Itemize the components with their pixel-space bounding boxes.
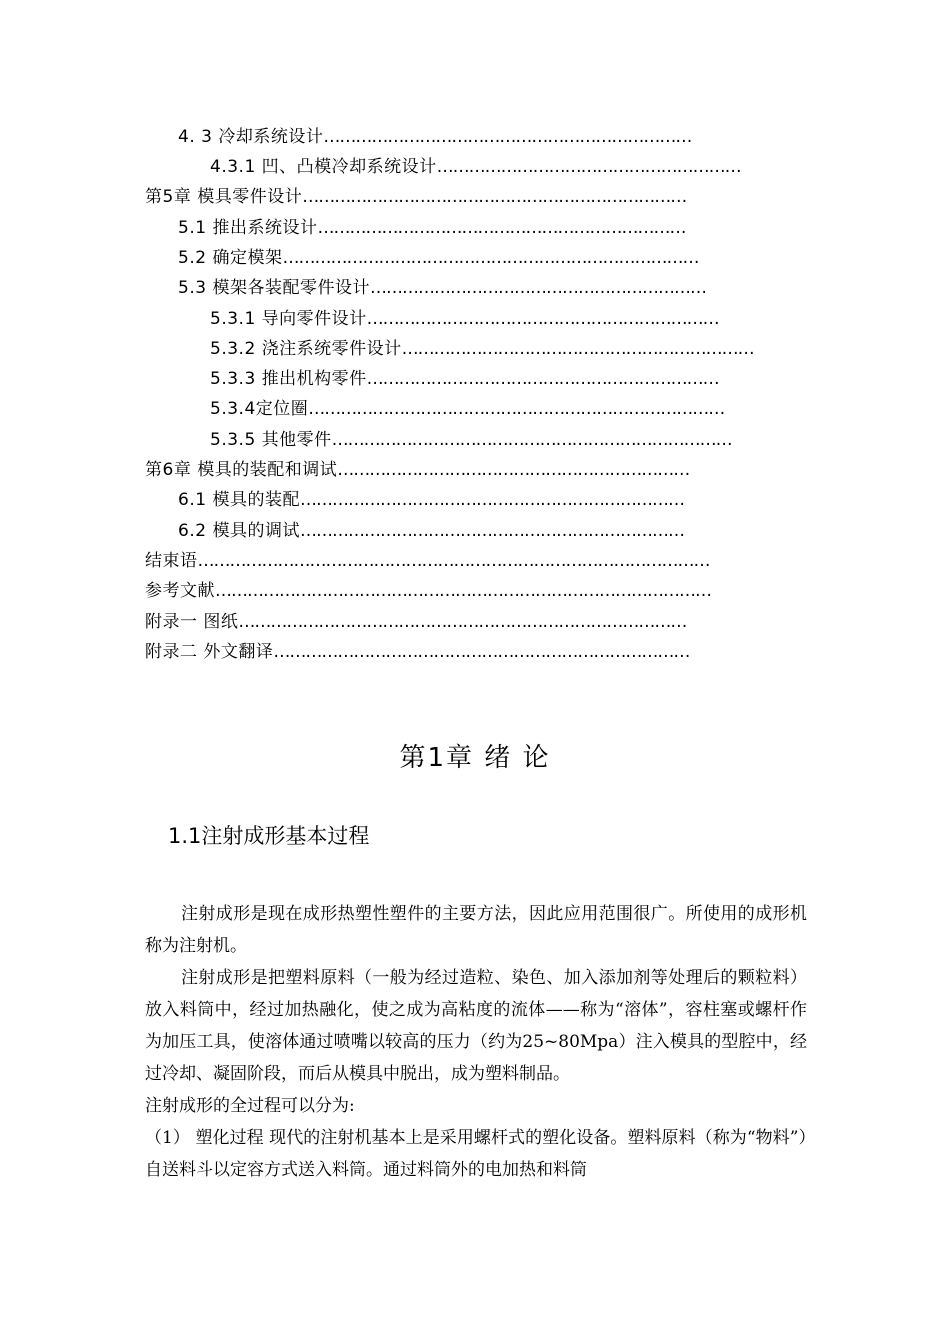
toc-entry: [178, 243, 790, 273]
toc-entry-label: 4. 3 冷却系统设计: [178, 127, 324, 147]
toc-entry: [210, 425, 806, 455]
toc-entry-label: 5.3.3 推出机构零件: [210, 369, 367, 389]
toc-leader-dots: …………………………………………………………: [366, 309, 719, 329]
toc-entry: [178, 516, 790, 546]
toc-leader-dots: ……………………………………………………………………………………: [197, 551, 710, 571]
toc-leader-dots: …………………………………………………………: [401, 339, 754, 359]
toc-entry-label: 附录一 图纸: [145, 612, 239, 632]
toc-entry-label: 5.3.2 浇注系统零件设计: [210, 339, 402, 359]
body-paragraph: 注射成形是现在成形热塑性塑件的主要方法，因此应用范围很广。所使用的成形机称为注射机。: [145, 904, 807, 956]
toc-entry: [145, 546, 795, 576]
toc-entry: [210, 304, 786, 334]
toc-leader-dots: ………………………………………………………: [369, 278, 706, 298]
toc-leader-dots: ……………………………………………………………………: [273, 642, 690, 662]
toc-entry: [210, 394, 800, 424]
toc-entry-label: 附录二 外文翻译: [145, 642, 274, 662]
toc-entry: [145, 637, 795, 667]
toc-entry-label: 参考文献: [145, 581, 215, 601]
toc-entry-label: 6.1 模具的装配: [178, 490, 300, 510]
toc-leader-dots: …………………………………………………………………: [331, 430, 732, 450]
toc-entry-label: 4.3.1 凹、凸模冷却系统设计: [210, 157, 437, 177]
toc-entry: [145, 607, 795, 637]
toc-entry-label: 5.3.4定位圈: [210, 399, 309, 419]
toc-entry-label: 5.2 确定模架: [178, 248, 283, 268]
toc-entry-label: 5.3.5 其他零件: [210, 430, 332, 450]
section-title: 1.1注射成形基本过程: [168, 824, 370, 848]
toc-entry: [145, 182, 805, 212]
toc-entry: [145, 455, 795, 485]
toc-leader-dots: ………………………………………………………………: [299, 490, 684, 510]
toc-leader-dots: ……………………………………………………………: [317, 218, 686, 238]
toc-entry: [178, 485, 790, 515]
toc-entry-label: 第5章 模具零件设计: [145, 187, 303, 207]
toc-entry-label: 6.2 模具的调试: [178, 521, 300, 541]
toc-leader-dots: ………………………………………………………………: [302, 187, 687, 207]
toc-entry: [178, 273, 790, 303]
toc-entry-label: 结束语: [145, 551, 198, 571]
toc-entry: [210, 334, 806, 364]
toc-leader-dots: …………………………………………………………………………: [238, 612, 687, 632]
toc-entry: [178, 122, 800, 152]
toc-leader-dots: …………………………………………………………: [366, 369, 719, 389]
toc-leader-dots: …………………………………………………………………………………: [215, 581, 711, 601]
body-paragraph: 注射成形是把塑料原料（一般为经过造粒、染色、加入添加剂等处理后的颗粒料）放入料筒中，经过加热融化，使之成为高粘度的流体——称为“溶体”，容柱塞或螺杆作为加压工具，使溶体通过喷嘴以较高的压力（约为25~80Mpa）注入模具的型腔中，经过冷却、凝固阶段，而后从模具中脱出，成为塑料制品。: [145, 968, 807, 1084]
toc-leader-dots: ……………………………………………………………………: [308, 399, 725, 419]
toc-entry-label: 5.3 模架各装配零件设计: [178, 278, 370, 298]
toc-leader-dots: …………………………………………………………: [337, 460, 690, 480]
toc-entry-label: 第6章 模具的装配和调试: [145, 460, 338, 480]
body-paragraph: 注射成形的全过程可以分为:: [145, 1096, 355, 1116]
body-paragraph: （1） 塑化过程 现代的注射机基本上是采用螺杆式的塑化设备。塑料原料（称为“物料”）自送料斗以定容方式送入料筒。通过料筒外的电加热和料筒: [145, 1128, 807, 1180]
toc-entry-label: 5.3.1 导向零件设计: [210, 309, 367, 329]
toc-entry: [210, 152, 806, 182]
toc-entry: [210, 364, 786, 394]
toc-entry-label: 5.1 推出系统设计: [178, 218, 318, 238]
toc-leader-dots: ……………………………………………………………………: [282, 248, 699, 268]
toc-entry: [145, 576, 795, 606]
toc-entry: [178, 213, 790, 243]
toc-leader-dots: ……………………………………………………………: [323, 127, 692, 147]
chapter-title: 第1章 绪 论: [399, 743, 551, 773]
toc-leader-dots: …………………………………………………: [436, 157, 741, 177]
toc-leader-dots: ………………………………………………………………: [299, 521, 684, 541]
body-text: [145, 898, 807, 1186]
